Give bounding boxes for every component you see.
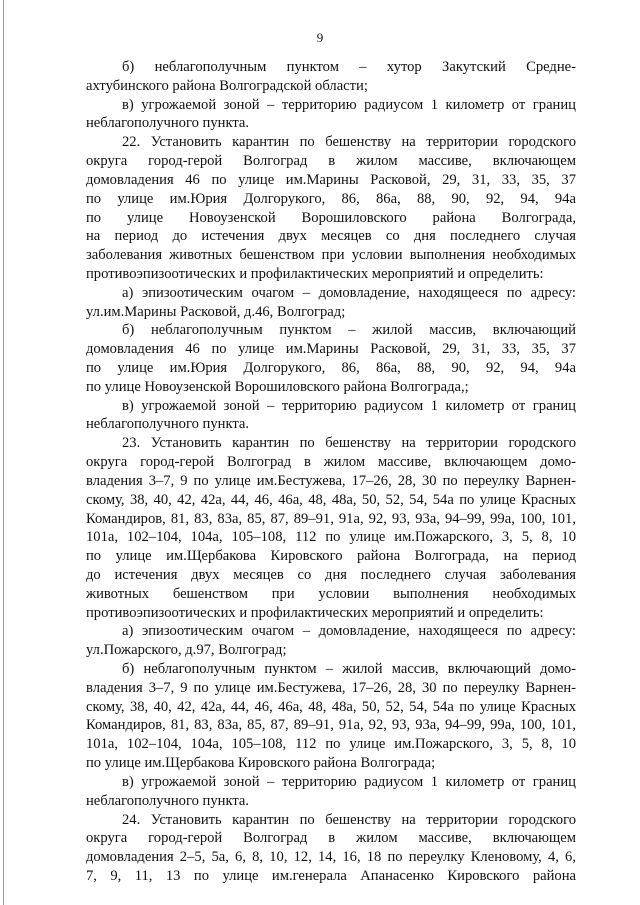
text-line: владения 3–7, 9 по улице им.Бестужева, 17–26, 28, 30 по переулку Варнен-	[86, 472, 576, 489]
text-line: по улице Новоузенской Ворошиловского района Волгограда,;	[86, 378, 469, 395]
text-line: скому, 38, 40, 42, 42а, 44, 46, 46а, 48, 48а, 50, 52, 54, 54а по улице Красных	[86, 491, 576, 508]
text-line: по улице им.Юрия Долгорукого, 86, 86а, 88, 90, 92, 94, 94а	[86, 360, 576, 376]
text-line: скому, 38, 40, 42, 42а, 44, 46, 46а, 48, 48а, 50, 52, 54, 54а по улице Красных	[86, 698, 576, 715]
text-line: домовладения 46 по улице им.Марины Расковой, 29, 31, 33, 35, 37	[86, 341, 576, 358]
scan-edge-line	[3, 0, 4, 905]
text-line: ул.Пожарского, д.97, Волгоград;	[86, 642, 287, 659]
text-line: домовладения 2–5, 5а, 6, 8, 10, 12, 14, 16, 18 по переулку Кленовому, 4, 6,	[86, 849, 576, 866]
text-line: 7, 9, 11, 13 по улице им.генерала Апанасенко Кировского района	[86, 867, 576, 884]
text-line: неблагополучного пункта.	[86, 792, 250, 809]
text-line: животных бешенством при условии выполнения необходимых	[86, 585, 576, 602]
text-line: 101а, 102–104, 104а, 105–108, 112 по улице им.Пожарского, 3, 5, 8, 10	[86, 736, 576, 753]
text-line: в) угрожаемой зоной – территорию радиусом 1 километр от границ	[122, 773, 576, 790]
text-line: по улице им.Юрия Долгорукого, 86, 86а, 88, 90, 92, 94, 94а	[86, 190, 576, 207]
text-line: в) угрожаемой зоной – территорию радиусом 1 километр от границ	[122, 397, 576, 414]
text-line: округа город-герой Волгоград в жилом массиве, включающем	[86, 830, 576, 847]
text-line: б) неблагополучным пунктом – жилой массив, включающий домо-	[122, 661, 576, 677]
text-line: неблагополучного пункта.	[86, 416, 250, 433]
text-line: владения 3–7, 9 по улице им.Бестужева, 17–26, 28, 30 по переулку Варнен-	[86, 679, 576, 696]
text-line: б) неблагополучным пунктом – жилой массив, включающий	[122, 322, 576, 339]
text-line: округа город-герой Волгоград в жилом массиве, включающем	[86, 153, 576, 170]
text-line: по улице им.Щербакова Кировского района Волгограда;	[86, 755, 436, 772]
text-line: по улице Новоузенской Ворошиловского района Волгограда,	[86, 209, 576, 226]
text-line: до истечения двух месяцев со дня последнего случая заболевания	[86, 566, 576, 583]
text-line: а) эпизоотическим очагом – домовладение, находящееся по адресу:	[122, 284, 576, 301]
text-line: округа город-герой Волгоград в жилом массиве, включающем домо-	[86, 454, 576, 471]
text-line: в) угрожаемой зоной – территорию радиусом 1 километр от границ	[122, 96, 576, 113]
text-line: ул.им.Марины Расковой, д.46, Волгоград;	[86, 303, 346, 320]
text-line: 23. Установить карантин по бешенству на территории городского	[122, 435, 576, 452]
text-line: противоэпизоотических и профилактических мероприятий и определить:	[86, 604, 544, 621]
text-line: домовладения 46 по улице им.Марины Расковой, 29, 31, 33, 35, 37	[86, 171, 576, 188]
text-line: на период до истечения двух месяцев со дня последнего случая	[86, 228, 576, 245]
text-line: противоэпизоотических и профилактических мероприятий и определить:	[86, 265, 544, 282]
text-line: неблагополучного пункта.	[86, 115, 250, 132]
page-number: 9	[316, 30, 324, 45]
text-line: 22. Установить карантин по бешенству на территории городского	[122, 134, 576, 151]
text-line: а) эпизоотическим очагом – домовладение, находящееся по адресу:	[122, 623, 576, 640]
text-line: 101а, 102–104, 104а, 105–108, 112 по улице им.Пожарского, 3, 5, 8, 10	[86, 529, 576, 546]
text-line: б) неблагополучным пунктом – хутор Закутский Средне-	[122, 59, 576, 75]
text-line: Командиров, 81, 83, 83а, 85, 87, 89–91, 91а, 92, 93, 93а, 94–99, 99а, 100, 101,	[86, 510, 576, 527]
text-line: 24. Установить карантин по бешенству на территории городского	[122, 811, 576, 828]
text-line: Командиров, 81, 83, 83а, 85, 87, 89–91, 91а, 92, 93, 93а, 94–99, 99а, 100, 101,	[86, 717, 576, 734]
text-line: ахтубинского района Волгоградской области;	[86, 77, 368, 94]
document-text	[86, 58, 576, 886]
text-line: по улице им.Щербакова Кировского района Волгограда, на период	[86, 548, 576, 565]
text-line: заболевания животных бешенством при условии выполнения необходимых	[86, 247, 576, 264]
